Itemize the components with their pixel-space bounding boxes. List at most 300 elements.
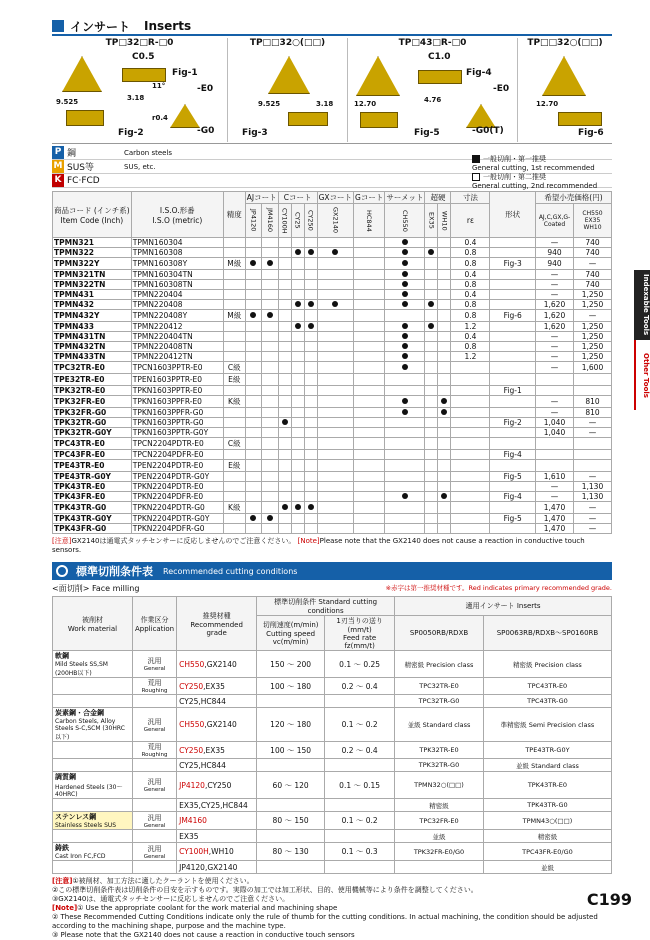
primary-grade: CH550	[179, 720, 205, 729]
table-cell	[304, 450, 317, 460]
table-cell	[490, 408, 536, 418]
recommend-dot	[295, 504, 301, 510]
legend-label: 一般切削・第二推奨	[483, 173, 546, 181]
table-cell: TPKN1603PPFR-E0	[131, 396, 223, 408]
table-cell: TPK43TR-G0Y	[53, 514, 132, 524]
table-cell	[262, 258, 278, 270]
table-cell	[278, 258, 291, 270]
table-cell: TPK43TR-E0	[53, 482, 132, 492]
table-cell	[438, 472, 451, 482]
table-cell	[354, 248, 385, 258]
table-cell	[304, 310, 317, 322]
table-cell	[425, 396, 438, 408]
work-material-en: Hardened Steels (30～40HRC)	[55, 784, 123, 798]
table-row	[53, 460, 612, 472]
table-cell	[490, 362, 536, 374]
col-dim	[451, 192, 490, 204]
table-cell	[317, 438, 353, 450]
table-cell	[262, 280, 278, 290]
table-cell: TPC32TR-E0	[53, 362, 132, 374]
table-cell	[262, 310, 278, 322]
header-text: サーメット	[386, 193, 424, 202]
table-cell	[425, 428, 438, 438]
dim-label: 9.525	[258, 100, 281, 108]
table-cell: 精密級	[483, 830, 611, 843]
table-cell	[438, 300, 451, 310]
table-cell	[262, 238, 278, 248]
table-cell	[425, 374, 438, 386]
table-cell	[490, 280, 536, 290]
table-cell	[133, 772, 177, 799]
table-cell	[317, 342, 353, 352]
application-en: General	[143, 853, 166, 860]
table-cell: TPEN2204PDTR-E0	[131, 460, 223, 472]
table-cell	[354, 258, 385, 270]
table-cell: —	[574, 428, 612, 438]
dim-label: -E0	[197, 84, 214, 94]
recommend-dot	[428, 301, 434, 307]
table-cell: 並級	[483, 861, 611, 874]
table-cell	[177, 651, 257, 678]
table-cell: Fig-1	[490, 386, 536, 396]
primary-grade: CY100H	[179, 847, 209, 856]
primary-grade: CY250	[179, 681, 204, 691]
table-cell	[133, 742, 177, 759]
table-cell	[385, 460, 425, 472]
table-cell: 1,250	[574, 290, 612, 300]
section-title-en: Inserts	[144, 19, 192, 33]
table-cell	[291, 492, 304, 502]
table-cell	[133, 678, 177, 695]
table-cell	[354, 270, 385, 280]
table-cell	[304, 492, 317, 502]
table-cell	[278, 418, 291, 428]
table-cell	[304, 396, 317, 408]
recommend-dot	[267, 312, 273, 318]
grade: ,EX35	[203, 745, 225, 755]
table-cell	[304, 438, 317, 450]
table-cell	[317, 310, 353, 322]
table-cell	[574, 374, 612, 386]
fig-label: Fig-1	[172, 68, 198, 78]
table-cell	[177, 708, 257, 742]
table-cell	[451, 418, 490, 428]
table-cell	[278, 502, 291, 514]
table-cell	[53, 812, 133, 830]
table-cell	[223, 238, 245, 248]
table-cell	[385, 482, 425, 492]
table-cell: TPMN220404TN	[131, 332, 223, 342]
table-cell	[317, 514, 353, 524]
table-cell	[53, 799, 133, 812]
table-cell: —	[574, 524, 612, 534]
table-cell	[325, 861, 395, 874]
table-cell	[53, 678, 133, 695]
table-cell: 1,250	[574, 342, 612, 352]
table-cell: 1,620	[536, 310, 574, 322]
recommend-dot	[332, 301, 338, 307]
table-cell	[133, 812, 177, 830]
cutting-table-body	[53, 651, 612, 874]
table-cell	[177, 695, 257, 708]
table-cell	[425, 270, 438, 280]
header-text: 被削材	[82, 615, 103, 624]
table-row	[53, 482, 612, 492]
table-cell	[262, 492, 278, 502]
dim-label: 12.70	[354, 100, 377, 108]
table-cell: TPKN2204PDFR-G0	[131, 524, 223, 534]
table-cell: TPKN1603PPTR-E0	[131, 386, 223, 396]
table-cell: K級	[223, 502, 245, 514]
side-tab-other[interactable]: Other Tools	[634, 340, 650, 410]
table-cell: 80 ～ 130	[257, 843, 325, 861]
table-cell: 1,130	[574, 492, 612, 502]
recommend-dot	[250, 515, 256, 521]
table-cell	[262, 482, 278, 492]
dim-label: -E0	[493, 84, 510, 94]
table-cell: —	[536, 396, 574, 408]
table-cell: 1,600	[574, 362, 612, 374]
table-cell	[304, 418, 317, 428]
table-cell	[354, 472, 385, 482]
header-text: GXコート	[318, 193, 353, 202]
table-cell	[291, 280, 304, 290]
table-cell	[291, 514, 304, 524]
table-cell	[291, 290, 304, 300]
table-cell	[245, 438, 261, 450]
table-cell	[385, 386, 425, 396]
header-text: 希望小売価格(円)	[544, 193, 603, 202]
table-cell	[291, 270, 304, 280]
table-cell	[438, 524, 451, 534]
table-cell	[223, 428, 245, 438]
table-cell	[385, 374, 425, 386]
recommend-dot	[250, 312, 256, 318]
red-note: ※赤字は第一推奨材種です。Red indicates primary recommended grade.	[385, 584, 612, 592]
price-header: CH550 EX35 WH10	[574, 204, 612, 238]
table-cell: TPKN2204PDFR-E0	[131, 492, 223, 502]
material-en: Carbon steels	[124, 148, 173, 157]
table-cell	[53, 695, 133, 708]
table-cell	[425, 322, 438, 332]
note-text-en: Please note that the GX2140 does not cause a reaction in conductive touch sensors.	[52, 537, 585, 554]
table-row	[53, 270, 612, 280]
recommend-dot	[402, 323, 408, 329]
header-text: 商品コード (インチ系)	[54, 205, 130, 215]
table-cell	[385, 290, 425, 300]
table-cell	[354, 290, 385, 300]
cutting-title: 標準切削条件表	[76, 565, 153, 578]
table-cell	[425, 290, 438, 300]
table-row	[53, 248, 612, 258]
table-cell	[53, 861, 133, 874]
grade: ,GX2140	[204, 720, 237, 729]
table-cell: —	[536, 290, 574, 300]
insert-view-2	[66, 110, 104, 126]
table-cell: TPMN433	[53, 322, 132, 332]
table-cell	[438, 514, 451, 524]
table-cell	[304, 362, 317, 374]
fig-label: Fig-5	[414, 128, 440, 138]
table-cell	[262, 418, 278, 428]
table-cell: 0.1 ～ 0.2	[325, 708, 395, 742]
table-cell	[385, 362, 425, 374]
table-cell: TPKN1603PPTR-G0	[131, 418, 223, 428]
table-cell	[317, 472, 353, 482]
table-cell: —	[536, 342, 574, 352]
table-cell	[291, 352, 304, 362]
table-cell: —	[536, 482, 574, 492]
table-cell	[354, 342, 385, 352]
recommend-dot	[402, 493, 408, 499]
primary-grade: JP4120	[179, 780, 205, 790]
table-cell	[278, 270, 291, 280]
insert-side-view	[122, 68, 166, 82]
table-cell	[490, 342, 536, 352]
table-cell: TPMN431TN	[53, 332, 132, 342]
table-cell: 810	[574, 408, 612, 418]
table-cell	[385, 502, 425, 514]
col-aj	[245, 192, 278, 204]
table-cell	[304, 248, 317, 258]
table-cell	[438, 238, 451, 248]
table-cell: TPMN321TN	[53, 270, 132, 280]
work-material: 調質鋼	[55, 773, 76, 781]
table-cell: —	[536, 280, 574, 290]
table-cell: 並級 Standard class	[483, 759, 611, 772]
table-cell: 0.8	[451, 300, 490, 310]
recommend-dot	[295, 301, 301, 307]
table-cell	[291, 472, 304, 482]
table-cell	[177, 678, 257, 695]
table-cell: TPMN160308TN	[131, 280, 223, 290]
cutting-section-header	[52, 562, 612, 580]
table-cell	[245, 418, 261, 428]
recommend-dot	[250, 260, 256, 266]
table-cell: 並級 Standard class	[395, 708, 484, 742]
table-cell: TPMN32○(□□)	[395, 772, 484, 799]
note-text-en: ② These Recommended Cutting Conditions indicate only the rule of thumb for the cutting conditions. In actual machining, the condition should be adjusted according to the machining shape, purpose and the machine type.	[52, 913, 598, 930]
table-cell: —	[574, 418, 612, 428]
insert-triangle	[268, 56, 310, 94]
table-cell	[317, 258, 353, 270]
table-cell	[223, 322, 245, 332]
header-text: 標準切削条件	[274, 598, 317, 606]
table-cell: 0.8	[451, 342, 490, 352]
table-cell	[425, 332, 438, 342]
table-cell	[385, 270, 425, 280]
table-cell	[291, 502, 304, 514]
application-en: General	[143, 822, 166, 829]
table-cell	[223, 342, 245, 352]
table-cell	[304, 524, 317, 534]
table-cell	[278, 492, 291, 502]
table-cell	[133, 695, 177, 708]
table-cell	[325, 830, 395, 843]
insert-side-view	[418, 70, 462, 84]
table-cell	[438, 386, 451, 396]
table-cell	[325, 759, 395, 772]
table-cell	[278, 472, 291, 482]
table-cell	[317, 300, 353, 310]
cond-row	[53, 843, 612, 861]
table-cell: —	[536, 270, 574, 280]
table-cell	[53, 708, 133, 742]
fig-label: Fig-2	[118, 128, 144, 138]
table-cell	[291, 408, 304, 418]
table-row	[53, 238, 612, 248]
table-cell	[262, 374, 278, 386]
table-cell	[278, 428, 291, 438]
table-cell	[451, 396, 490, 408]
table-cell	[262, 472, 278, 482]
table-cell	[291, 460, 304, 472]
table-cell	[177, 759, 257, 772]
table-cell	[438, 258, 451, 270]
table-cell: M級	[223, 258, 245, 270]
table-cell	[262, 300, 278, 310]
table-cell: Fig-2	[490, 418, 536, 428]
table-cell: C級	[223, 362, 245, 374]
table-cell	[177, 843, 257, 861]
recommend-dot	[267, 260, 273, 266]
table-cell	[451, 524, 490, 534]
second-recommend-icon	[472, 173, 480, 181]
fig-label: Fig-4	[466, 68, 492, 78]
table-cell	[317, 450, 353, 460]
table-cell	[354, 362, 385, 374]
table-cell	[133, 799, 177, 812]
table-cell: TPKN2204PDTR-E0	[131, 482, 223, 492]
col-price	[536, 192, 612, 204]
table-cell: TPK32FR-E0	[53, 396, 132, 408]
table-cell	[385, 472, 425, 482]
table-cell	[451, 502, 490, 514]
table-cell: TPK43FR-G0	[53, 524, 132, 534]
table-cell	[223, 248, 245, 258]
table-cell	[354, 374, 385, 386]
table-cell	[425, 514, 438, 524]
note-text: ③GX2140は、通電式タッチセンサーに反応しませんのでご注意ください。	[52, 895, 290, 903]
table-cell	[425, 310, 438, 322]
table-cell	[438, 460, 451, 472]
table-cell	[490, 332, 536, 342]
table-cell: TPC32TR-G0	[395, 695, 484, 708]
table-row	[53, 438, 612, 450]
table-row	[53, 280, 612, 290]
table-cell	[438, 482, 451, 492]
table-cell	[245, 310, 261, 322]
table-cell: 740	[574, 280, 612, 290]
table-cell	[223, 482, 245, 492]
table-cell	[291, 524, 304, 534]
table-cell	[245, 514, 261, 524]
table-row	[53, 386, 612, 396]
table-cell	[304, 332, 317, 342]
table-cell	[317, 386, 353, 396]
table-cell: TPMN322TN	[53, 280, 132, 290]
square-icon	[52, 20, 64, 32]
table-cell: TPMN160304	[131, 238, 223, 248]
table-cell	[425, 300, 438, 310]
table-cell: TPMN160304TN	[131, 270, 223, 280]
table-cell	[354, 450, 385, 460]
table-cell	[438, 290, 451, 300]
table-cell: —	[536, 362, 574, 374]
table-cell	[262, 460, 278, 472]
header-text: 寸法	[462, 193, 478, 202]
col-g	[354, 192, 385, 204]
table-cell	[438, 248, 451, 258]
work-material: 炭素鋼・合金鋼	[55, 709, 104, 717]
table-cell: TPE32TR-E0	[53, 374, 132, 386]
table-cell	[438, 332, 451, 342]
table-cell: 1,470	[536, 514, 574, 524]
col-shape	[490, 192, 536, 238]
table-cell	[385, 450, 425, 460]
recommend-dot	[308, 323, 314, 329]
table-cell: TPC43TR-E0	[483, 678, 611, 695]
table-cell	[304, 270, 317, 280]
header-text: 精度	[226, 210, 242, 219]
table-cell	[133, 830, 177, 843]
note-text-en: ③ Please note that the GX2140 does not cause a reaction in conductive touch sensors	[52, 931, 355, 939]
table-cell: TPMN322	[53, 248, 132, 258]
table-cell	[278, 310, 291, 322]
note-tag: [注意]	[52, 537, 72, 545]
recommend-dot	[308, 249, 314, 255]
table-cell: TPK32FR-G0	[53, 408, 132, 418]
cond-row	[53, 861, 612, 874]
table-cell	[385, 524, 425, 534]
col-carb	[425, 192, 451, 204]
table-cell	[133, 861, 177, 874]
application: 荒用	[147, 679, 162, 687]
table-cell: 0.8	[451, 310, 490, 322]
table-cell: 80 ～ 150	[257, 812, 325, 830]
table-cell	[354, 310, 385, 322]
note-text-en: ① Use the appropriate coolant for the work material and machining shape	[77, 904, 338, 912]
table-cell: 1,250	[574, 352, 612, 362]
table-cell	[223, 524, 245, 534]
table-cell	[385, 514, 425, 524]
side-tab-indexable[interactable]: Indexable Tools	[634, 270, 650, 340]
table-cell	[354, 332, 385, 342]
table-cell: TPMN432	[53, 300, 132, 310]
col-app	[133, 597, 177, 651]
table-cell: Fig-5	[490, 514, 536, 524]
figure-title: TP□32□R-□0	[105, 38, 174, 48]
figure-group-3	[347, 38, 517, 142]
table-cell	[354, 524, 385, 534]
dim-label: 12.70	[536, 100, 559, 108]
table-cell	[53, 830, 133, 843]
table-cell: TPKN1603PPFR-G0	[131, 408, 223, 418]
table-cell	[354, 238, 385, 248]
insert-side-view	[288, 112, 328, 126]
header-text: SP0050RB/RDXB	[409, 629, 469, 637]
legend-label-en: General cutting, 2nd recommended	[472, 182, 598, 190]
table-cell: TPMN220412TN	[131, 352, 223, 362]
grade: ,GX2140	[204, 659, 237, 669]
table-cell	[245, 386, 261, 396]
legend-label-en: General cutting, 1st recommended	[472, 164, 595, 172]
table-cell	[385, 238, 425, 248]
table-cell	[354, 386, 385, 396]
table-cell	[317, 418, 353, 428]
dim-label: 3.18	[316, 100, 334, 108]
table-cell: TPMN431	[53, 290, 132, 300]
